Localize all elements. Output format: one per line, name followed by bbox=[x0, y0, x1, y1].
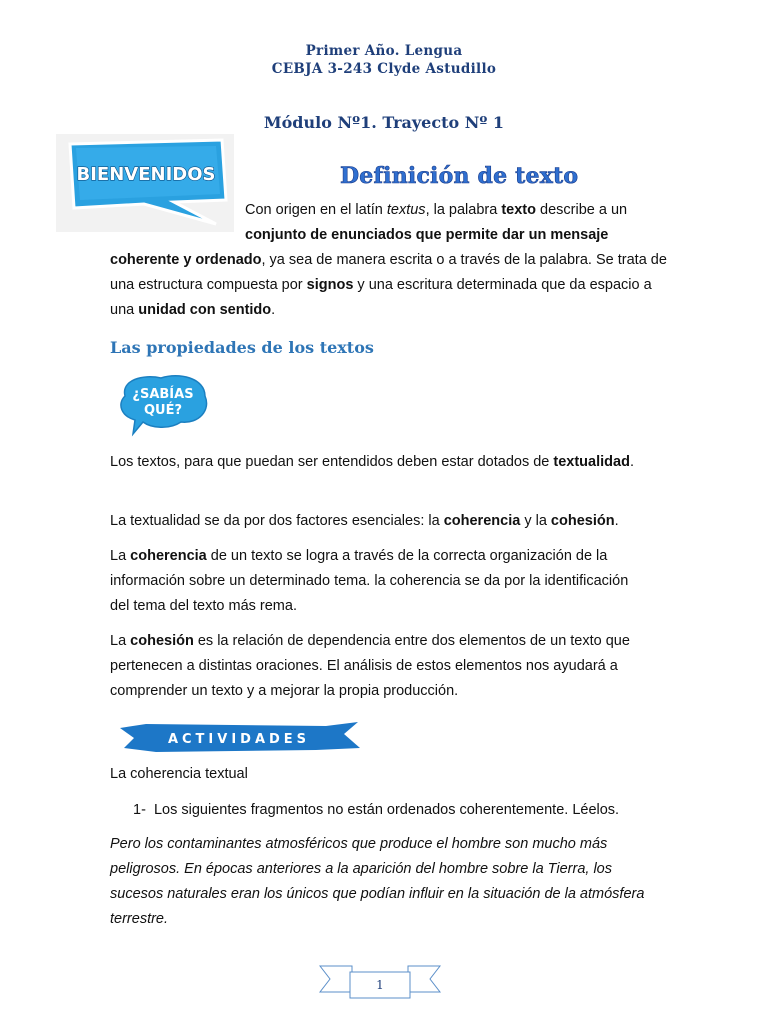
list-number: 1- bbox=[133, 802, 146, 818]
page-number-ribbon bbox=[318, 962, 442, 1000]
intro-line-2: conjunto de enunciados que permite dar un mensaje bbox=[245, 227, 609, 243]
paragraph-textualidad: Los textos, para que puedan ser entendidos deben estar dotados de textualidad. bbox=[110, 454, 634, 470]
paragraph-cohesion: La cohesión es la relación de dependencia entre dos elementos de un texto que pertenecen a distintas oraciones. El análisis de estos elementos nos ayudará a comprender un texto y a mejorar la propia producción. bbox=[110, 633, 630, 699]
actividades-banner bbox=[116, 718, 362, 756]
bienvenidos-image bbox=[56, 134, 234, 232]
header-line-1: Primer Año. Lengua bbox=[305, 43, 463, 59]
activity-title: La coherencia textual bbox=[110, 766, 248, 782]
bienvenidos-text: BIENVENIDOS bbox=[76, 164, 216, 185]
paragraph-factores: La textualidad se da por dos factores esenciales: la coherencia y la cohesión. bbox=[110, 513, 619, 529]
header-line-2: CEBJA 3-243 Clyde Astudillo bbox=[271, 61, 497, 77]
actividades-text: ACTIVIDADES bbox=[167, 732, 311, 747]
sabias-que-image bbox=[113, 370, 213, 438]
list-text: Los siguientes fragmentos no están ordenados coherentemente. Léelos. bbox=[153, 802, 620, 818]
sabias-line-2: QUÉ? bbox=[143, 403, 183, 418]
sabias-line-1: ¿SABÍAS bbox=[132, 387, 194, 402]
intro-rest: coherente y ordenado, ya sea de manera escrita o a través de la palabra. Se trata de una estructura compuesta por signos y una escritura determinada que da espacio a una unidad con sentido. bbox=[110, 252, 667, 318]
sabias-que-bubble-icon bbox=[113, 370, 213, 438]
paragraph-coherencia: La coherencia de un texto se logra a través de la correcta organización de la información sobre un determinado tema. la coherencia se da por la identificación del tema del texto más rema. bbox=[110, 548, 629, 614]
module-title: Módulo Nº1. Trayecto Nº 1 bbox=[263, 113, 505, 132]
page-title: Definición de texto bbox=[340, 163, 579, 189]
section-heading: Las propiedades de los textos bbox=[110, 338, 374, 357]
intro-line-1: Con origen en el latín textus, la palabra texto describe a un bbox=[245, 202, 628, 218]
speech-bubble-icon bbox=[56, 134, 234, 232]
fragment-text: Pero los contaminantes atmosféricos que produce el hombre son mucho más peligrosos. En épocas anteriores a la aparición del hombre sobre la Tierra, los sucesos naturales eran los únicos que podían influir en la situación de la atmósfera terrestre. bbox=[110, 836, 645, 927]
brush-banner-icon bbox=[116, 718, 362, 756]
list-item-1 bbox=[133, 798, 673, 823]
page-number: 1 bbox=[376, 978, 384, 992]
